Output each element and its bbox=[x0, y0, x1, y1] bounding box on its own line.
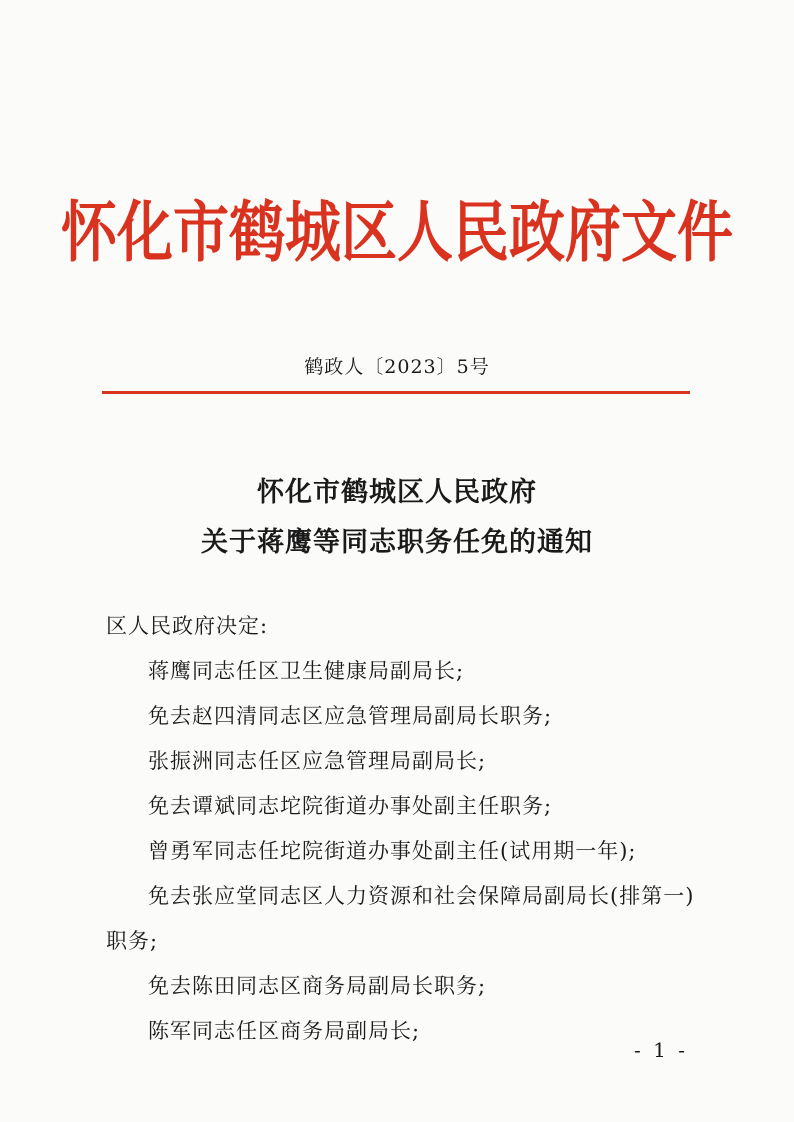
appointment-item: 张振洲同志任区应急管理局副局长; bbox=[148, 749, 487, 773]
appointment-item: 免去陈田同志区商务局副局长职务; bbox=[148, 974, 487, 998]
appointment-item: 免去赵四清同志区应急管理局副局长职务; bbox=[148, 704, 553, 728]
salutation: 区人民政府决定: bbox=[106, 614, 269, 638]
appointment-item-continuation: 职务; bbox=[106, 929, 159, 953]
page-number: - 1 - bbox=[634, 1038, 688, 1062]
notice-title-line-1: 怀化市鹤城区人民政府 bbox=[257, 477, 537, 508]
appointment-item: 免去张应堂同志区人力资源和社会保障局副局长(排第一) bbox=[148, 884, 695, 908]
red-separator-rule bbox=[102, 391, 690, 394]
document-masthead: 怀化市鹤城区人民政府文件 bbox=[61, 195, 733, 272]
appointment-item: 免去谭斌同志坨院街道办事处副主任职务; bbox=[148, 794, 553, 818]
appointment-item: 蒋鹰同志任区卫生健康局副局长; bbox=[148, 659, 465, 683]
notice-title-line-2: 关于蒋鹰等同志职务任免的通知 bbox=[201, 527, 593, 558]
document-number: 鹤政人〔2023〕5号 bbox=[304, 356, 490, 378]
appointment-item: 陈军同志任区商务局副局长; bbox=[148, 1019, 421, 1043]
appointment-item: 曾勇军同志任坨院街道办事处副主任(试用期一年); bbox=[148, 839, 637, 863]
